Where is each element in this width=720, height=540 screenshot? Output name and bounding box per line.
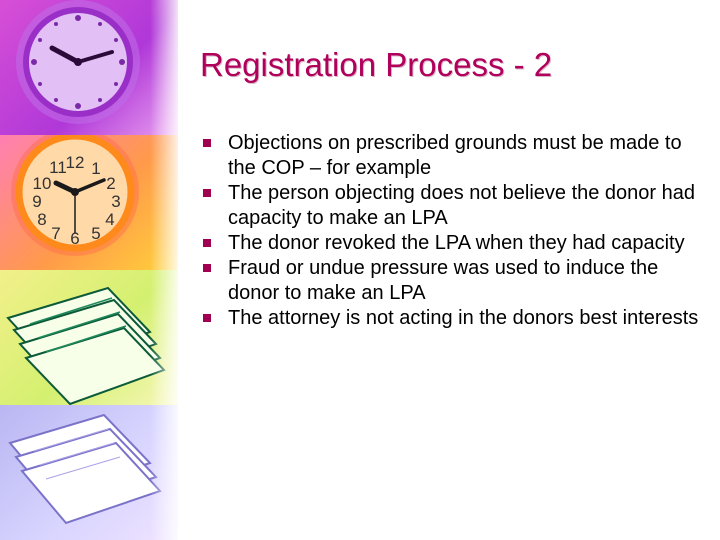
bullet-text: The donor revoked the LPA when they had capacity [228,232,685,254]
sidebar-fade [150,0,178,540]
list-item [200,306,705,331]
bullet-list [200,131,705,331]
clock-numeral-10: 10 [32,174,52,193]
clock-numeral-11: 11 [49,158,67,177]
list-item [200,231,705,256]
clock-numeral-8: 8 [37,210,47,229]
bullet-square-icon [203,189,211,197]
slide-title: Registration Process - 2 [200,46,553,83]
bullet-square-icon [203,139,211,147]
clock-numeral-1: 1 [91,159,101,178]
bullet-text: The person objecting does not believe the donor had capacity to make an LPA [228,182,696,229]
clock-numeral-3: 3 [111,192,121,211]
bullet-square-icon [203,239,211,247]
clock-numeral-5: 5 [91,224,101,243]
clock-numeral-6: 6 [70,229,80,248]
bullet-text: Objections on prescribed grounds must be made to the COP – for example [228,132,682,179]
clock-numeral-12: 12 [65,153,85,172]
clock-numeral-7: 7 [51,224,61,243]
bullet-square-icon [203,264,211,272]
clock-numeral-9: 9 [32,192,42,211]
bullet-text: Fraud or undue pressure was used to induce the donor to make an LPA [228,257,659,304]
bullet-square-icon [203,314,211,322]
bullet-text: The attorney is not acting in the donors best interests [228,307,699,329]
clock-numeral-4: 4 [105,210,115,229]
clock-numeral-2: 2 [106,174,116,193]
list-item [200,131,705,181]
list-item [200,256,705,306]
list-item [200,181,705,231]
decorative-sidebar [0,0,178,540]
